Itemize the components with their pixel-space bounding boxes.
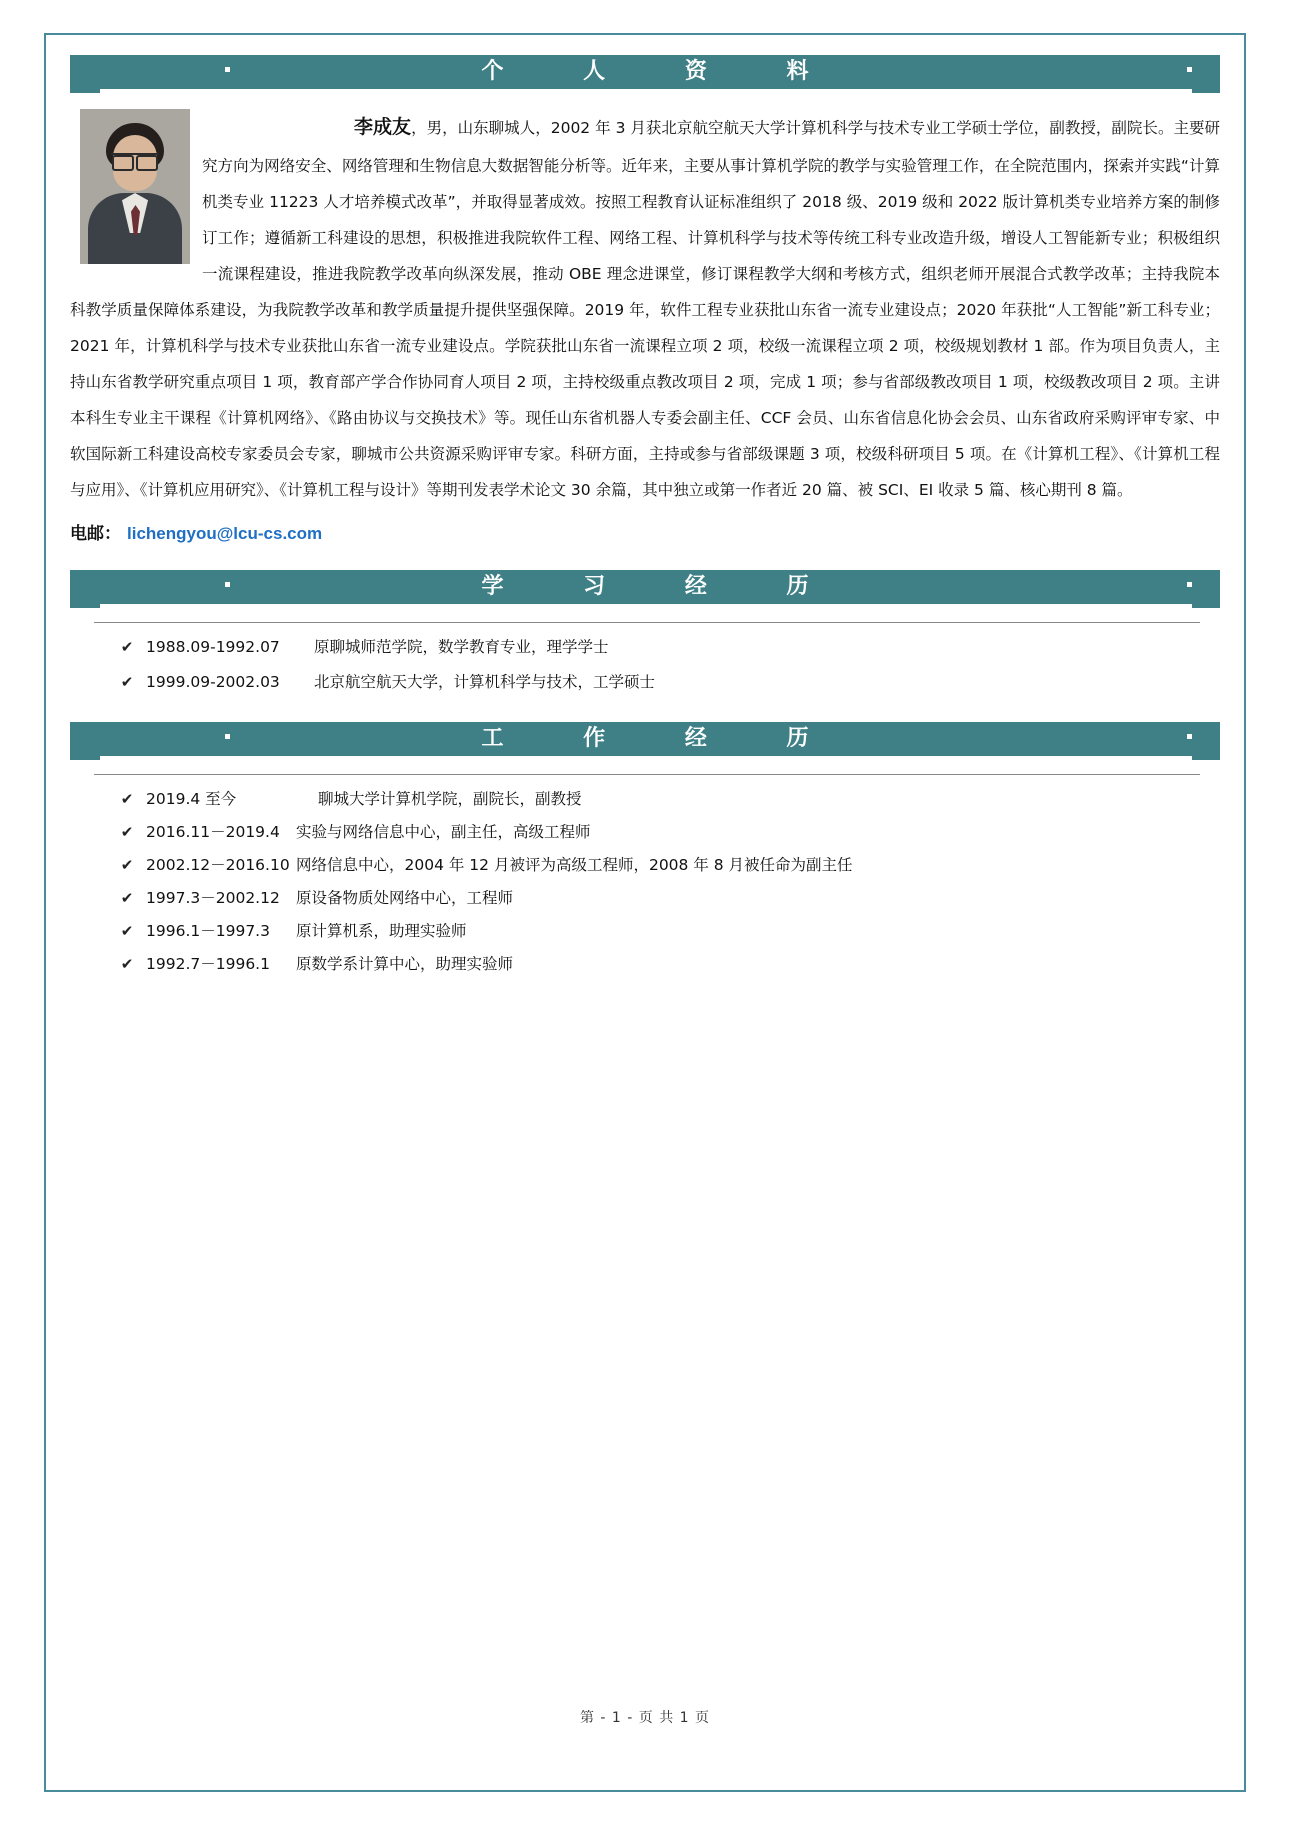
page-content [70,55,1220,1775]
work-period: 2002.12－2016.10 [146,855,290,874]
list-item [70,670,1220,692]
section-header-profile [70,55,1220,93]
check-icon: ✔ [120,888,134,907]
email-label: 电邮： [70,523,121,544]
work-desc: 原数学系计算中心，助理实验师 [296,954,514,973]
list-item [70,952,1220,974]
section-header-work [70,722,1220,760]
education-period: 1999.09-2002.03 [146,672,280,691]
divider [94,622,1200,623]
list-item [70,853,1220,875]
work-list [70,774,1220,974]
work-desc: 原设备物质处网络中心，工程师 [296,888,514,907]
education-list [70,622,1220,692]
profile-bio-text: ，男，山东聊城人，2002 年 3 月获北京航空航天大学计算机科学与技术专业工学硕士学位，副教授，副院长。主要研究方向为网络安全、网络管理和生物信息大数据智能分析等。近年来，主要从事计算机学院的教学与实验管理工作，在全院范围内，探索并实践“计算机类专业 11223 人才培养模式改革”，并取得显著成效。按照工程教育认证标准组织了 2018 级、2019 级和 2022 版计算机类专业培养方案的制修订工作；遵循新工科建设的思想，积极推进我院软件工程、网络工程、计算机科学与技术等传统工科专业改造升级，增设人工智能新专业；积极组织一流课程建设，推进我院教学改革向纵深发展，推动 OBE 理念进课堂，修订课程教学大纲和考核方式，组织老师开展混合式教学改革；主持我院本科教学质量保障体系建设，为我院教学改革和教学质量提升提供坚强保障。2019 年，软件工程专业获批山东省一流专业建设点；2020 年获批“人工智能”新工科专业；2021 年，计算机科学与技术专业获批山东省一流专业建设点。学院获批山东省一流课程立项 2 项，校级一流课程立项 2 项，校级规划教材 1 部。作为项目负责人，主持山东省教学研究重点项目 1 项，教育部产学合作协同育人项目 2 项，主持校级重点教改项目 2 项，完成 1 项；参与省部级教改项目 1 项，校级教改项目 2 项。主讲本科生专业主干课程《计算机网络》、《路由协议与交换技术》等。现任山东省机器人专委会副主任、CCF 会员、山东省信息化协会会员、山东省政府采购评审专家、中软国际新工科建设高校专家委员会专家，聊城市公共资源采购评审专家。科研方面，主持或参与省部级课题 3 项，校级科研项目 5 项。在《计算机工程》、《计算机工程与应用》、《计算机应用研究》、《计算机工程与设计》等期刊发表学术论文 30 余篇，其中独立或第一作者近 20 篇、被 SCI、EI 收录 5 篇、核心期刊 8 篇。 [70,119,1220,499]
check-icon: ✔ [120,921,134,940]
check-icon: ✔ [120,637,134,656]
list-item [70,820,1220,842]
check-icon: ✔ [120,855,134,874]
work-desc: 聊城大学计算机学院，副院长，副教授 [318,789,582,808]
list-item [70,886,1220,908]
section-title-profile: 个 人 资 料 [481,59,845,84]
profile-block [70,105,1220,544]
email-link[interactable]: lichengyou@lcu-cs.com [127,523,323,543]
section-header-education [70,570,1220,608]
work-desc: 网络信息中心，2004 年 12 月被评为高级工程师，2008 年 8 月被任命为副主任 [296,855,853,874]
page-footer: 第 - 1 - 页 共 1 页 [579,1710,711,1726]
work-desc: 实验与网络信息中心，副主任，高级工程师 [296,822,591,841]
work-desc: 原计算机系，助理实验师 [296,921,467,940]
divider [94,774,1200,775]
check-icon: ✔ [120,789,134,808]
check-icon: ✔ [120,822,134,841]
work-period: 2016.11－2019.4 [146,822,280,841]
avatar [80,109,190,264]
list-item [70,635,1220,657]
check-icon: ✔ [120,954,134,973]
section-title-education: 学 习 经 历 [481,573,845,599]
section-title-work: 工 作 经 历 [481,725,845,751]
profile-name: 李成友 [354,116,412,138]
list-item [70,787,1220,809]
check-icon: ✔ [120,672,134,691]
profile-bio [70,105,1220,509]
work-period: 1996.1－1997.3 [146,921,270,940]
work-period: 2019.4 至今 [146,789,237,808]
list-item [70,919,1220,941]
work-period: 1997.3－2002.12 [146,888,280,907]
education-desc: 北京航空航天大学，计算机科学与技术，工学硕士 [314,672,656,691]
education-desc: 原聊城师范学院，数学教育专业，理学学士 [314,637,609,656]
education-period: 1988.09-1992.07 [146,637,280,656]
work-period: 1992.7－1996.1 [146,954,270,973]
email-row [70,519,1220,544]
